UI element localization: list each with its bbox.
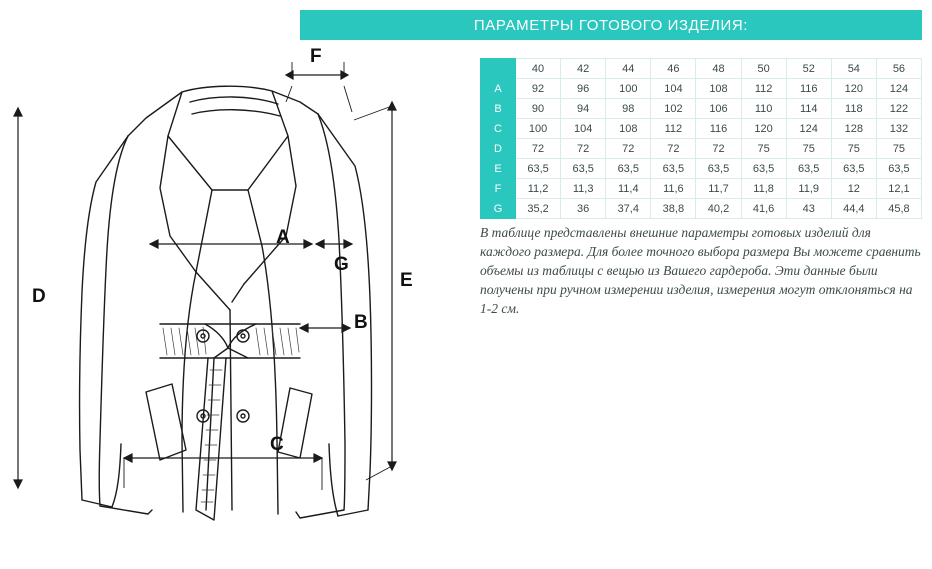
row-label: G (481, 199, 516, 219)
size-note: В таблице представлены внешние параметры готовых изделий для каждого размера. Для более точного выбора размера Вы можете сравнить объемы из таблицы с вещью из Вашего гардероба. Эти данные были получены при ручном измерении изделия, измерения могут отклоняться на 1-2 см. (480, 225, 921, 316)
table-cell: 63,5 (786, 159, 831, 179)
table-row (481, 159, 922, 179)
table-cell: 116 (696, 119, 741, 139)
table-cell: 63,5 (831, 159, 876, 179)
table-cell: 120 (831, 79, 876, 99)
table-cell: 94 (561, 99, 606, 119)
table-cell: 63,5 (696, 159, 741, 179)
table-cell: 75 (786, 139, 831, 159)
table-cell: 132 (876, 119, 921, 139)
table-cell: 36 (561, 199, 606, 219)
table-corner-cell (481, 59, 516, 79)
row-label: C (481, 119, 516, 139)
table-cell: 124 (876, 79, 921, 99)
page-title (300, 10, 922, 40)
table-cell: 11,6 (651, 179, 696, 199)
table-cell: 63,5 (516, 159, 561, 179)
size-column-header: 40 (516, 59, 561, 79)
table-row (481, 119, 922, 139)
table-cell: 100 (516, 119, 561, 139)
table-cell: 102 (651, 99, 696, 119)
table-cell: 90 (516, 99, 561, 119)
measurement-arrows (14, 62, 396, 490)
table-row (481, 139, 922, 159)
table-cell: 72 (561, 139, 606, 159)
jacket-outline (80, 86, 372, 520)
page-title-text: ПАРАМЕТРЫ ГОТОВОГО ИЗДЕЛИЯ: (473, 16, 749, 34)
label-A: A (276, 227, 290, 248)
label-C: C (270, 434, 284, 455)
garment-sketch-svg (0, 40, 470, 569)
table-cell: 11,7 (696, 179, 741, 199)
table-cell: 63,5 (876, 159, 921, 179)
table-cell: 108 (696, 79, 741, 99)
table-cell: 38,8 (651, 199, 696, 219)
size-column-header: 54 (831, 59, 876, 79)
table-cell: 120 (741, 119, 786, 139)
row-label: D (481, 139, 516, 159)
table-cell: 11,4 (606, 179, 651, 199)
table-row (481, 179, 922, 199)
size-column-header: 44 (606, 59, 651, 79)
table-cell: 92 (516, 79, 561, 99)
label-F: F (310, 46, 322, 67)
table-cell: 106 (696, 99, 741, 119)
table-cell: 72 (606, 139, 651, 159)
label-D: D (32, 286, 46, 307)
size-column-header: 50 (741, 59, 786, 79)
row-label: A (481, 79, 516, 99)
table-cell: 118 (831, 99, 876, 119)
size-column-header: 48 (696, 59, 741, 79)
row-label: E (481, 159, 516, 179)
row-label: B (481, 99, 516, 119)
table-row (481, 199, 922, 219)
table-cell: 72 (651, 139, 696, 159)
table-cell: 72 (696, 139, 741, 159)
table-row (481, 79, 922, 99)
table-cell: 35,2 (516, 199, 561, 219)
table-cell: 40,2 (696, 199, 741, 219)
table-cell: 41,6 (741, 199, 786, 219)
table-cell: 75 (741, 139, 786, 159)
table-cell: 98 (606, 99, 651, 119)
table-cell: 12 (831, 179, 876, 199)
table-cell: 108 (606, 119, 651, 139)
table-cell: 45,8 (876, 199, 921, 219)
table-cell: 63,5 (651, 159, 696, 179)
measurement-labels (32, 46, 413, 455)
label-B: B (354, 312, 368, 333)
table-cell: 63,5 (561, 159, 606, 179)
table-cell: 11,9 (786, 179, 831, 199)
size-column-header: 42 (561, 59, 606, 79)
table-cell: 100 (606, 79, 651, 99)
table-cell: 44,4 (831, 199, 876, 219)
table-cell: 37,4 (606, 199, 651, 219)
size-column-header: 52 (786, 59, 831, 79)
table-row (481, 99, 922, 119)
row-label: F (481, 179, 516, 199)
table-cell: 63,5 (741, 159, 786, 179)
table-header-row (481, 59, 922, 79)
table-cell: 124 (786, 119, 831, 139)
table-cell: 116 (786, 79, 831, 99)
table-cell: 96 (561, 79, 606, 99)
table-cell: 122 (876, 99, 921, 119)
label-E: E (400, 270, 413, 291)
garment-sketch (0, 40, 470, 569)
table-cell: 110 (741, 99, 786, 119)
table-cell: 112 (651, 119, 696, 139)
label-G: G (334, 254, 349, 275)
table-cell: 63,5 (606, 159, 651, 179)
table-cell: 75 (876, 139, 921, 159)
table-cell: 104 (651, 79, 696, 99)
table-cell: 11,3 (561, 179, 606, 199)
table-cell: 72 (516, 139, 561, 159)
table-cell: 75 (831, 139, 876, 159)
table-cell: 11,2 (516, 179, 561, 199)
table-cell: 104 (561, 119, 606, 139)
table-cell: 128 (831, 119, 876, 139)
size-column-header: 56 (876, 59, 921, 79)
table-cell: 112 (741, 79, 786, 99)
table-cell: 12,1 (876, 179, 921, 199)
size-column-header: 46 (651, 59, 696, 79)
size-table-wrap (480, 58, 922, 219)
table-cell: 11,8 (741, 179, 786, 199)
table-cell: 43 (786, 199, 831, 219)
size-table (480, 58, 922, 219)
table-cell: 114 (786, 99, 831, 119)
